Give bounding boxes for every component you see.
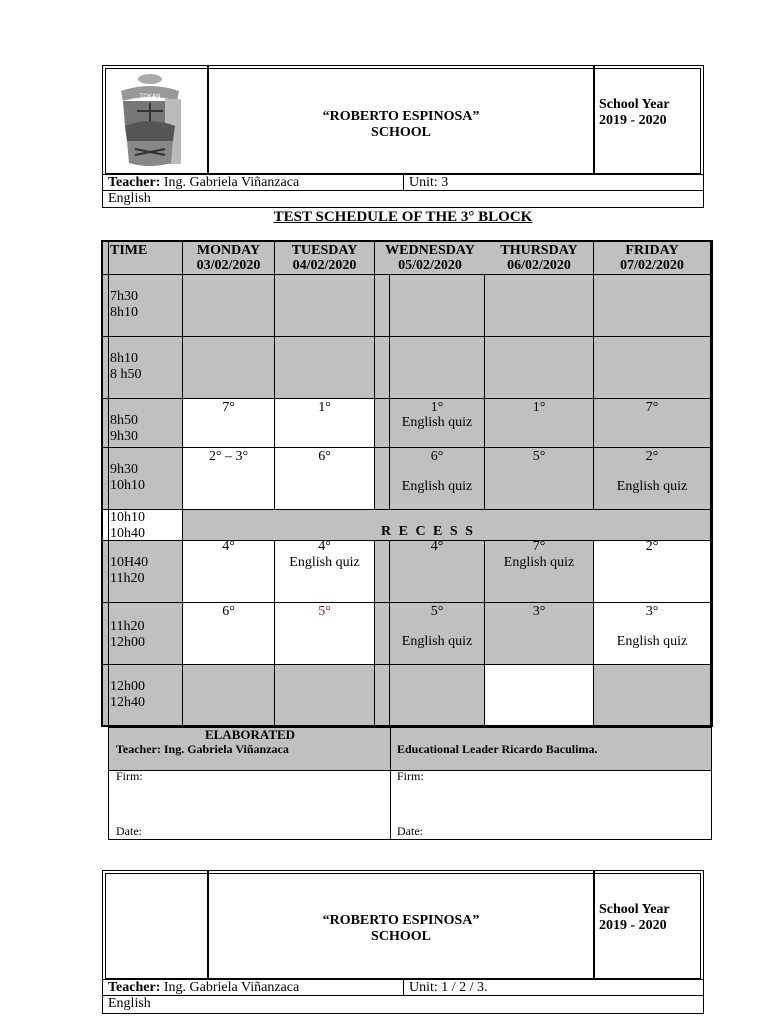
school-year-label: School Year [599, 902, 670, 917]
schedule-cell [594, 541, 711, 603]
quiz-label: English quiz [401, 634, 473, 649]
class-number: 6° [430, 449, 444, 464]
header-box [102, 65, 704, 208]
teacher-name: Ing. Gabriela Viñanzaca [163, 980, 300, 995]
day-date: 06/02/2020 [507, 258, 571, 273]
time-label: 12h00 12h40 [110, 679, 145, 710]
subject-label: English [108, 191, 151, 206]
time-label: 8h50 9h30 [110, 413, 138, 444]
teacher-label: Teacher: [108, 175, 161, 190]
schedule-cell [485, 448, 594, 510]
class-number: 6° [222, 604, 235, 619]
school-name-line2: SCHOOL [371, 929, 431, 944]
teacher-cell [108, 980, 299, 995]
schedule-cell [275, 399, 375, 448]
narrow-gap-cell [375, 337, 390, 399]
class-number: 4° [318, 539, 331, 554]
class-number: 5° [318, 604, 331, 619]
class-number: 2° [645, 449, 659, 464]
schedule-cell [485, 275, 594, 337]
day-header-friday [594, 242, 711, 275]
day-name: MONDAY [196, 243, 261, 258]
class-number: 2° [645, 539, 659, 554]
teacher-row [103, 174, 703, 191]
narrow-gap-cell [375, 603, 390, 665]
schedule-cell [183, 337, 275, 399]
quiz-label: English quiz [401, 415, 473, 430]
firm-label: Firm: [397, 769, 424, 783]
day-name: FRIDAY [625, 243, 679, 258]
time-label: 7h30 8h10 [110, 289, 138, 320]
time-label: 10H40 11h20 [110, 555, 149, 586]
schedule-cell [390, 399, 485, 448]
time-cell [103, 510, 183, 541]
schedule-cell [183, 541, 275, 603]
teacher-cell [108, 175, 299, 190]
time-cell [103, 275, 183, 337]
day-header-thursday [485, 242, 594, 275]
class-number: 1° [532, 400, 546, 415]
time-cell [103, 541, 183, 603]
time-cell [103, 665, 183, 725]
school-name [209, 913, 593, 945]
firm-label: Firm: [116, 769, 143, 783]
subject-row [103, 995, 703, 1012]
schedule-cell [390, 603, 485, 665]
day-date: 07/02/2020 [620, 258, 684, 273]
signature-table [108, 727, 712, 840]
elaborated-label: ELABORATED [205, 727, 296, 742]
day-name: WEDNESDAY [385, 243, 475, 258]
class-number: 1° [318, 400, 331, 415]
subject-row [103, 190, 703, 207]
time-cell [103, 399, 183, 448]
class-number: 5° [532, 449, 546, 464]
recess-cell [183, 510, 711, 541]
schedule-cell [390, 541, 485, 603]
schedule-cell [485, 541, 594, 603]
schedule-cell [275, 665, 375, 725]
school-year [599, 902, 670, 934]
class-number: 4° [222, 539, 235, 554]
time-cell [103, 603, 183, 665]
divider [403, 980, 404, 996]
class-number: 1° [430, 400, 444, 415]
class-number: 3° [645, 604, 659, 619]
unit-label: Unit: 3 [409, 175, 449, 190]
date-label: Date: [397, 824, 423, 838]
leader-signer: Educational Leader Ricardo Baculima. [397, 742, 598, 756]
schedule-cell [183, 665, 275, 725]
divider [108, 242, 109, 725]
schedule-cell [183, 399, 275, 448]
schedule-cell [485, 337, 594, 399]
divider [390, 728, 391, 839]
day-name: TUESDAY [291, 243, 358, 258]
schedule-cell [594, 603, 711, 665]
class-number: 3° [532, 604, 546, 619]
teacher-signer: Teacher: Ing. Gabriela Viñanzaca [116, 742, 289, 756]
time-cell [103, 337, 183, 399]
school-year-value: 2019 - 2020 [599, 113, 667, 128]
schedule-cell [485, 399, 594, 448]
class-number: 7° [222, 400, 235, 415]
time-label: 9h30 10h10 [110, 462, 145, 493]
schedule-cell [485, 603, 594, 665]
time-label: 11h20 12h00 [110, 619, 145, 650]
elaborated-row [109, 728, 711, 743]
time-header-cell [103, 242, 183, 275]
schedule-cell [275, 337, 375, 399]
time-header: TIME [110, 243, 148, 258]
teacher-name: Ing. Gabriela Viñanzaca [163, 175, 300, 190]
class-number: 2° – 3° [208, 449, 249, 464]
unit-label: Unit: 1 / 2 / 3. [409, 980, 488, 995]
schedule-cell [275, 448, 375, 510]
school-year [599, 97, 670, 129]
class-number: 4° [430, 539, 444, 554]
divider [593, 66, 595, 174]
subject-label: English [108, 996, 151, 1011]
class-number: 5° [430, 604, 444, 619]
schedule-cell [183, 275, 275, 337]
header-box [102, 870, 704, 1014]
recess-label: R E C E S S [381, 524, 475, 539]
narrow-gap-cell [375, 665, 390, 725]
schedule-cell [390, 275, 485, 337]
day-header-wednesday [375, 242, 485, 275]
signer-names-row [109, 742, 711, 771]
narrow-gap-cell [375, 399, 390, 448]
class-number: 7° [645, 400, 659, 415]
narrow-gap-cell [375, 541, 390, 603]
school-year-value: 2019 - 2020 [599, 918, 667, 933]
time-cell [103, 448, 183, 510]
schedule-cell [183, 448, 275, 510]
time-label: 8h10 8 h50 [110, 351, 142, 382]
day-header-tuesday [275, 242, 375, 275]
school-name [209, 109, 593, 141]
narrow-gap-cell [375, 275, 390, 337]
day-date: 04/02/2020 [292, 258, 357, 273]
date-label: Date: [116, 824, 142, 838]
schedule-cell [594, 665, 711, 725]
teacher-label: Teacher: [108, 980, 161, 995]
schedule-cell [594, 275, 711, 337]
schedule-cell [594, 399, 711, 448]
schedule-cell [594, 337, 711, 399]
divider [593, 871, 595, 979]
svg-text:TOKAN: TOKAN [139, 93, 161, 100]
schedule-cell [390, 665, 485, 725]
time-label: 10h10 10h40 [110, 510, 145, 541]
schedule-cell [275, 541, 375, 603]
school-year-label: School Year [599, 97, 670, 112]
schedule-grid [101, 240, 713, 727]
quiz-label: English quiz [289, 555, 360, 570]
schedule-cell [275, 603, 375, 665]
quiz-label: English quiz [616, 634, 688, 649]
schedule-cell [390, 337, 485, 399]
class-number: 6° [318, 449, 331, 464]
teacher-row [103, 979, 703, 996]
page-title: TEST SCHEDULE OF THE 3° BLOCK [273, 209, 533, 225]
schedule-cell [485, 665, 594, 725]
quiz-label: English quiz [503, 555, 575, 570]
school-name-line2: SCHOOL [371, 125, 431, 140]
day-name: THURSDAY [500, 243, 578, 258]
quiz-label: English quiz [616, 479, 688, 494]
school-name-line1: “ROBERTO ESPINOSA” [322, 913, 480, 928]
day-header-monday [183, 242, 275, 275]
school-crest-icon [115, 71, 185, 169]
day-date: 05/02/2020 [398, 258, 462, 273]
day-date: 03/02/2020 [196, 258, 261, 273]
divider [403, 175, 404, 191]
school-name-line1: “ROBERTO ESPINOSA” [322, 109, 480, 124]
schedule-cell [275, 275, 375, 337]
schedule-cell [390, 448, 485, 510]
schedule-cell [594, 448, 711, 510]
quiz-label: English quiz [401, 479, 473, 494]
narrow-gap-cell [375, 448, 390, 510]
class-number: 7° [532, 539, 546, 554]
schedule-cell [183, 603, 275, 665]
